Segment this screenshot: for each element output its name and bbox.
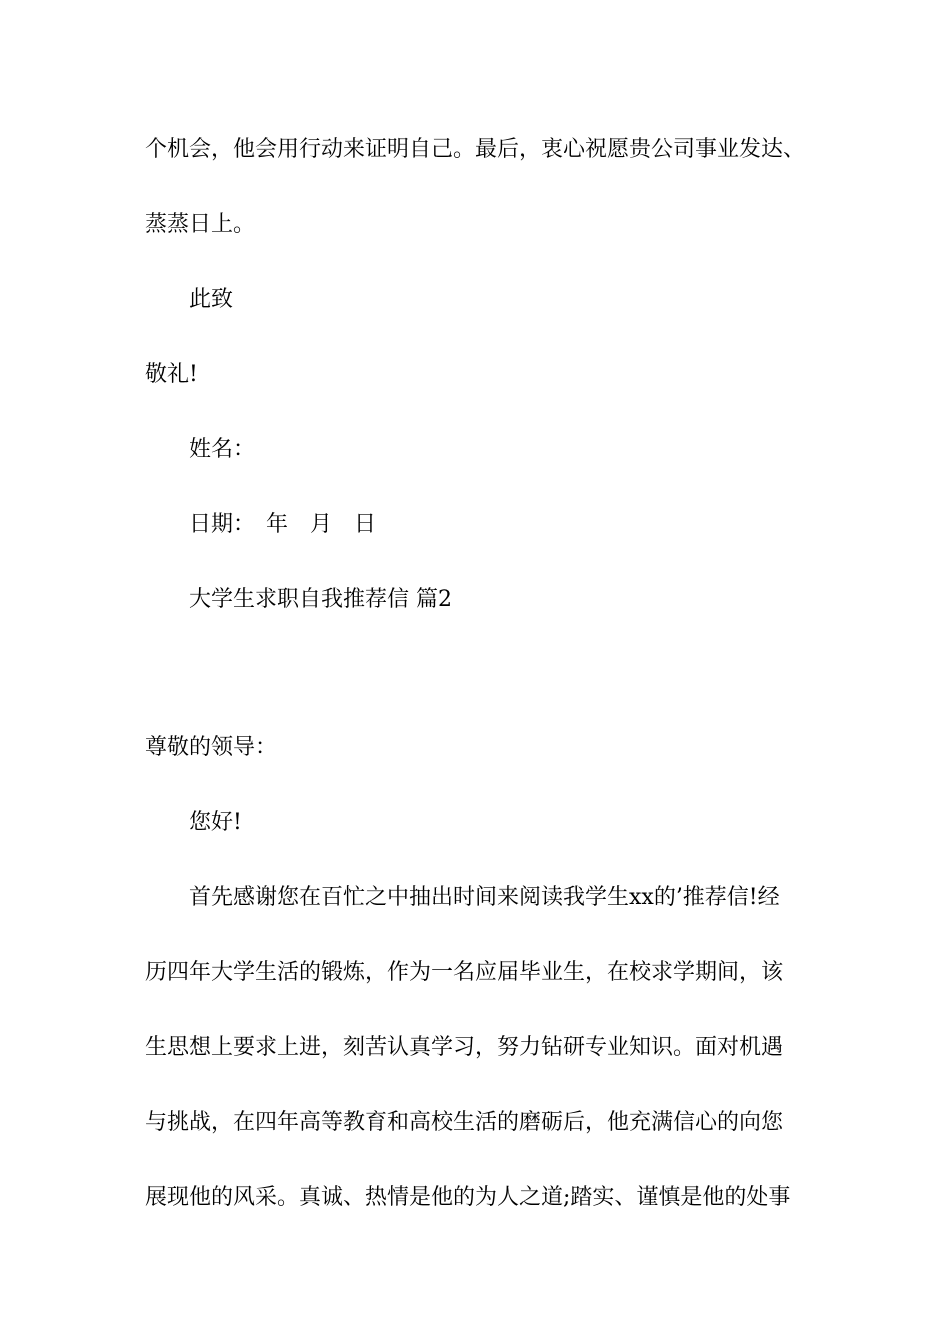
text-line: 历四年大学生活的锻炼，作为一名应届毕业生，在校求学期间，该 (145, 960, 784, 985)
text-line: 展现他的风采。真诚、热情是他的为人之道;踏实、谨慎是他的处事 (145, 1185, 791, 1210)
letter-greeting: 尊敬的领导： (145, 735, 278, 760)
text-line: 个机会，他会用行动来证明自己。最后，衷心祝愿贵公司事业发达、 (145, 137, 806, 162)
text-line: 与挑战，在四年高等教育和高校生活的磨砺后，他充满信心的向您 (145, 1110, 784, 1135)
letter-hello: 您好! (189, 810, 242, 835)
signature-name: 姓名： (189, 437, 256, 462)
text-line: 蒸蒸日上。 (145, 212, 256, 237)
section-heading: 大学生求职自我推荐信 篇2 (189, 587, 452, 612)
closing-regards: 敬礼! (145, 362, 198, 387)
signature-date: 日期： 年 月 日 (189, 512, 377, 537)
text-line: 首先感谢您在百忙之中抽出时间来阅读我学生xx的’推荐信!经 (189, 885, 780, 910)
closing-salutation: 此致 (189, 287, 234, 312)
text-line: 生思想上要求上进，刻苦认真学习，努力钻研专业知识。面对机遇 (145, 1035, 784, 1060)
